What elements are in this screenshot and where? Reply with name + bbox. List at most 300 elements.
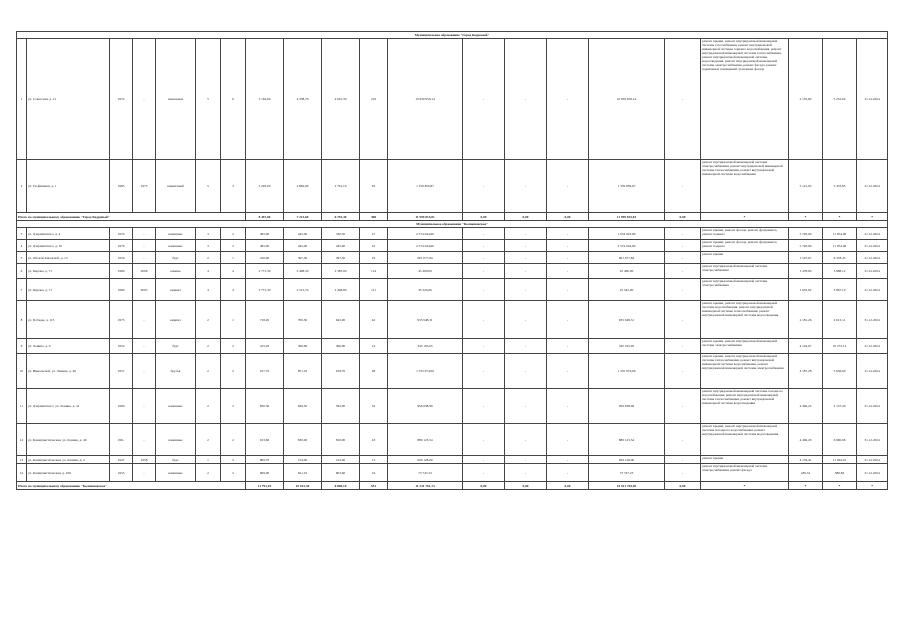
row-cost-total: 10 639 956,14: [388, 39, 463, 160]
row-works: ремонт крыши, ремонт внутридомовой инженерной системы газоснабжения, ремонт внутридомовой инженерной системы горячего водоснабжения, ремонт внутридомовой инженерной системы теплоснабжения, ремонт внутридомовой инженерной системы водоотведения, ремонт внутридомовой инженерной системы электроснабжения, ремонт фасада, ремонт подвальных помещений, утепление фасада: [701, 39, 789, 160]
row-number: 10: [17, 354, 27, 389]
row-works: ремонт внутридомовой инженерной системы электроснабжения: [701, 279, 789, 301]
row-cost-total: 956 938,99: [388, 389, 463, 424]
row-floors: 4: [196, 264, 221, 279]
table-row: [17, 354, 888, 389]
row-year: 196..: [110, 424, 133, 456]
row-works: ремонт крыши, ремонт фасада, ремонт фундамента, ремонт подвала: [701, 240, 789, 252]
row-area-total: 495,00: [246, 228, 284, 240]
row-residents: 32: [360, 389, 388, 424]
row-cost-other: -: [665, 339, 701, 354]
row-cost-local: -: [547, 464, 589, 482]
row-cost-local: -: [547, 389, 589, 424]
row-number: 5: [17, 252, 27, 264]
row-cost-federal: -: [463, 240, 505, 252]
row-entrances: 4: [221, 279, 246, 301]
row-area-residential: 399,60: [284, 339, 322, 354]
row-area-owned: 645,00: [322, 301, 360, 339]
row-cost-total: 929 128,00: [388, 456, 463, 464]
row-residents: 27: [360, 228, 388, 240]
total-c3: 0,00: [547, 482, 589, 490]
row-number: 11: [17, 389, 27, 424]
row-address: ул. Геофизиков, д. 1: [27, 160, 110, 213]
row-area-residential: 2 882,90: [284, 160, 322, 213]
row-area-owned: 366,00: [322, 339, 360, 354]
row-wall-material: каменные: [156, 240, 196, 252]
row-unit-cost: 1 478,00: [789, 264, 823, 279]
row-cost-other: -: [665, 354, 701, 389]
row-unit-cost: 2 181,26: [789, 301, 823, 339]
row-deadline: 31.12.2024: [857, 301, 888, 339]
row-cost-owners: 1 359 859,67: [589, 160, 665, 213]
row-area-total: 495,00: [246, 240, 284, 252]
row-floors: 4: [196, 279, 221, 301]
row-entrances: 2: [221, 389, 246, 424]
row-area-total: 913,60: [246, 424, 284, 456]
row-wall-material: брусья: [156, 354, 196, 389]
row-deadline: 31.12.2024: [857, 389, 888, 424]
row-area-total: 5 164,00: [246, 39, 284, 160]
row-cost-local: -: [547, 456, 589, 464]
row-year: 1957: [110, 354, 133, 389]
row-works: ремонт внутридомовой инженерной системы холодного водоснабжения, ремонт внутридомовой инженерной системы теплоснабжения, ремонт внутридомовой инженерной системы водоотведения: [701, 389, 789, 424]
row-residents: 111: [360, 279, 388, 301]
row-residents: 114: [360, 264, 388, 279]
row-floors: 5: [196, 160, 221, 213]
section-title: Муниципальное образование "Колпашевское": [17, 221, 888, 228]
row-unit-cost-limit: 5 252,04: [823, 39, 857, 160]
row-entrances: 2: [221, 339, 246, 354]
row-address: ул. Советская, д. 11: [27, 39, 110, 160]
row-unit-cost-limit: 5 636,00: [823, 354, 857, 389]
row-cost-regional: -: [505, 252, 547, 264]
total-s-res: 7 221,60: [284, 213, 322, 221]
total-people: 308: [360, 213, 388, 221]
total-c1: 0,00: [463, 482, 505, 490]
row-number: 4: [17, 240, 27, 252]
row-cost-other: -: [665, 279, 701, 301]
row-cost-other: -: [665, 240, 701, 252]
row-number: 6: [17, 264, 27, 279]
row-floors: 3: [196, 240, 221, 252]
total-p1: *: [701, 482, 789, 490]
row-area-residential: 826,50: [284, 389, 322, 424]
row-residents: 92: [360, 160, 388, 213]
row-cost-regional: -: [505, 279, 547, 301]
row-area-owned: 397,30: [322, 252, 360, 264]
row-year: 1974: [110, 39, 133, 160]
row-residents: 48: [360, 354, 388, 389]
row-area-owned: 810,90: [322, 424, 360, 456]
row-cost-local: -: [547, 264, 589, 279]
row-area-owned: 603,60: [322, 464, 360, 482]
row-year: 1947: [110, 456, 133, 464]
row-area-total: 609,00: [246, 464, 284, 482]
row-cost-total: 1 359 859,67: [388, 160, 463, 213]
row-address: ул. Кирова, д. 71: [27, 279, 110, 301]
row-works: ремонт внутридомовой инженерной системы электроснабжения: [701, 264, 789, 279]
total-s-own: 6 792,40: [322, 213, 360, 221]
row-address: ул. Дзержинского, ул. Ленина, д. 41: [27, 389, 110, 424]
row-cost-federal: -: [463, 252, 505, 264]
row-area-owned: 445,00: [322, 240, 360, 252]
row-entrances: 2: [221, 424, 246, 456]
row-works: ремонт крыши, ремонт внутридомовой инженерной системы электроснабжения: [701, 339, 789, 354]
total-p3: *: [823, 482, 857, 490]
row-number: 3: [17, 228, 27, 240]
row-area-owned: 618,70: [322, 354, 360, 389]
row-works: ремонт крыши, ремонт фасада, ремонт фундамента, ремонт подвала: [701, 228, 789, 240]
row-area-owned: 320,50: [322, 228, 360, 240]
row-year: 1975: [110, 301, 133, 339]
row-cost-federal: -: [463, 339, 505, 354]
row-area-residential: 2 515,74: [284, 279, 322, 301]
row-cost-owners: 45 545,00: [589, 279, 665, 301]
row-floors: 2: [196, 424, 221, 456]
row-cost-total: 889 123,54: [388, 424, 463, 456]
row-number: 9: [17, 339, 27, 354]
row-cost-other: -: [665, 252, 701, 264]
row-deadline: 31.12.2024: [857, 264, 888, 279]
row-residents: 43: [360, 424, 388, 456]
row-floors: 2: [196, 354, 221, 389]
row-cost-regional: -: [505, 160, 547, 213]
total-c5: 0,00: [665, 482, 701, 490]
row-works: ремонт крыши: [701, 252, 789, 264]
row-year: 1954: [110, 339, 133, 354]
row-cost-local: -: [547, 160, 589, 213]
section-total-row: [17, 482, 888, 490]
row-entrances: 6: [221, 39, 246, 160]
row-area-owned: 2 385,90: [322, 264, 360, 279]
row-wall-material: каменные: [156, 228, 196, 240]
row-area-total: 917,70: [246, 354, 284, 389]
row-cost-regional: -: [505, 339, 547, 354]
row-renovation-year: -: [133, 354, 156, 389]
row-unit-cost: 5 121,93: [789, 160, 823, 213]
section-header-row: [17, 32, 888, 39]
table-row: [17, 39, 888, 160]
row-renovation-year: -: [133, 464, 156, 482]
row-cost-federal: -: [463, 264, 505, 279]
row-year: 1960: [110, 389, 133, 424]
row-works: ремонт крыши, ремонт внутридомовой инженерной системы холодного водоснабжения, ремонт внутридомовой инженерной системы водоотведения: [701, 424, 789, 456]
row-address: ул. Дзержинского, д. 4: [27, 228, 110, 240]
row-number: 8: [17, 301, 27, 339]
row-cost-other: -: [665, 228, 701, 240]
row-renovation-year: -: [133, 228, 156, 240]
total-cost-total: 11 999 815,81: [388, 213, 463, 221]
row-cost-total: 935 948,31: [388, 301, 463, 339]
row-unit-cost-limit: 11 054,00: [823, 240, 857, 252]
row-deadline: 31.12.2024: [857, 424, 888, 456]
row-renovation-year: 1958: [133, 456, 156, 464]
total-s-own: 8 800,10: [322, 482, 360, 490]
row-unit-cost: 1 107,67: [789, 252, 823, 264]
row-cost-federal: -: [463, 424, 505, 456]
row-cost-other: -: [665, 39, 701, 160]
row-cost-owners: 73 747,23: [589, 464, 665, 482]
row-unit-cost-limit: 5 476,85: [823, 160, 857, 213]
row-unit-cost: 186,32: [789, 464, 823, 482]
total-p1: *: [701, 213, 789, 221]
row-area-total: 809,70: [246, 456, 284, 464]
row-address: ул. Кирова, д. 71: [27, 264, 110, 279]
total-p3: *: [823, 213, 857, 221]
row-unit-cost-limit: 6 378,43: [823, 252, 857, 264]
row-floors: 2: [196, 301, 221, 339]
row-entrances: 2: [221, 240, 246, 252]
row-area-residential: 2 498,50: [284, 264, 322, 279]
row-wall-material: кирпич: [156, 301, 196, 339]
total-p2: *: [789, 213, 823, 221]
row-area-total: 2 771,30: [246, 264, 284, 279]
row-cost-regional: -: [505, 39, 547, 160]
row-cost-regional: -: [505, 228, 547, 240]
row-cost-total: 45 545,00: [388, 279, 463, 301]
table-row: [17, 264, 888, 279]
row-cost-federal: -: [463, 464, 505, 482]
row-cost-federal: -: [463, 389, 505, 424]
row-cost-other: -: [665, 264, 701, 279]
row-address: ул. Никольской, ул. Ленина, д. 46: [27, 354, 110, 389]
section-header-row: [17, 221, 888, 228]
total-c1: 0,00: [463, 213, 505, 221]
row-unit-cost: 2 155,84: [789, 39, 823, 160]
row-cost-total: 45 400,00: [388, 264, 463, 279]
row-address: ул. Обской Заводской, д. 13: [27, 252, 110, 264]
row-floors: 5: [196, 39, 221, 160]
total-p2: *: [789, 482, 823, 490]
row-works: ремонт крыши, ремонт внутридомовой инженерной системы теплоснабжения, ремонт внутридомовой инженерной системы водоснабжения, ремонт внутридомовой инженерной системы электроснабжения: [701, 354, 789, 389]
row-cost-local: -: [547, 279, 589, 301]
row-unit-cost: 5 720,00: [789, 228, 823, 240]
table-row: [17, 301, 888, 339]
row-floors: 2: [196, 464, 221, 482]
row-cost-owners: 929 128,00: [589, 456, 665, 464]
row-unit-cost-limit: 6 990,96: [823, 424, 857, 456]
row-renovation-year: 2005: [133, 279, 156, 301]
row-residents: 216: [360, 39, 388, 160]
row-cost-regional: -: [505, 354, 547, 389]
row-cost-owners: 1 054 043,80: [589, 228, 665, 240]
row-cost-federal: -: [463, 301, 505, 339]
row-number: 14: [17, 464, 27, 482]
row-unit-cost: 5 720,00: [789, 240, 823, 252]
row-cost-federal: -: [463, 39, 505, 160]
row-area-residential: 621,10: [284, 464, 322, 482]
row-floors: 3: [196, 228, 221, 240]
row-residents: 22: [360, 240, 388, 252]
row-address: ул. Коммунистическая, д. 109: [27, 464, 110, 482]
row-deadline: 31.12.2024: [857, 228, 888, 240]
row-number: 1: [17, 39, 27, 160]
row-unit-cost-limit: 3 867,19: [823, 279, 857, 301]
row-cost-other: -: [665, 160, 701, 213]
row-works: ремонт крыши, ремонт внутридомовой инженерной системы водоснабжения, ремонт внутридомовой инженерной системы теплоснабжения, ремонт внутридомовой инженерной системы водоотведения: [701, 301, 789, 339]
row-cost-federal: -: [463, 354, 505, 389]
row-deadline: 31.12.2024: [857, 339, 888, 354]
row-address: ул. Дзержинского, д. 10: [27, 240, 110, 252]
row-works: ремонт внутридомовой инженерной системы электроснабжения, ремонт внутридомовой инженерной системы теплоснабжения, ремонт внутридомовой инженерной системы водоснабжения: [701, 160, 789, 213]
row-year: 1969: [110, 264, 133, 279]
row-entrances: 2: [221, 456, 246, 464]
row-area-residential: 445,00: [284, 240, 322, 252]
row-address: ул. Коммунистическая, ул. Ленина, д. 4: [27, 456, 110, 464]
row-address: ул. Коммунистическая, ул. Ленина, д. 46: [27, 424, 110, 456]
row-cost-total: 73 747,23: [388, 464, 463, 482]
row-address: ул. Ленина, д. 9: [27, 339, 110, 354]
total-label: Итого по муниципальному образованию "Город Кедровый": [17, 213, 246, 221]
row-year: 1956: [110, 252, 133, 264]
row-residents: 14: [360, 339, 388, 354]
row-entrances: 1: [221, 252, 246, 264]
row-number: 2: [17, 160, 27, 213]
row-cost-regional: -: [505, 464, 547, 482]
row-unit-cost-limit: 11 054,00: [823, 228, 857, 240]
row-cost-regional: -: [505, 264, 547, 279]
row-cost-local: -: [547, 252, 589, 264]
row-unit-cost: 4 466,29: [789, 424, 823, 456]
row-cost-owners: 45 400,00: [589, 264, 665, 279]
row-residents: 19: [360, 252, 388, 264]
row-area-residential: 830,00: [284, 424, 322, 456]
total-label: Итого по муниципальному образованию "Колпашевское": [17, 482, 246, 490]
row-cost-federal: -: [463, 279, 505, 301]
row-residents: 13: [360, 456, 388, 464]
row-cost-regional: -: [505, 456, 547, 464]
row-cost-owners: 2 574 044,60: [589, 240, 665, 252]
row-renovation-year: 2006: [133, 264, 156, 279]
row-cost-local: -: [547, 354, 589, 389]
row-number: 12: [17, 424, 27, 456]
row-cost-total: 601 077,84: [388, 252, 463, 264]
row-cost-local: -: [547, 228, 589, 240]
row-floors: 1: [196, 456, 221, 464]
row-entrances: 2: [221, 464, 246, 482]
row-area-owned: 2 448,80: [322, 279, 360, 301]
row-area-total: 850,30: [246, 389, 284, 424]
row-unit-cost-limit: 586,82: [823, 464, 857, 482]
row-wall-material: брус: [156, 456, 196, 464]
row-year: 1979: [110, 240, 133, 252]
row-unit-cost: 1 635,62: [789, 279, 823, 301]
total-s-res: 10 612,30: [284, 482, 322, 490]
total-term: *: [857, 482, 888, 490]
row-cost-federal: -: [463, 456, 505, 464]
row-unit-cost: 4 400,22: [789, 389, 823, 424]
row-wall-material: панельные: [156, 39, 196, 160]
row-cost-other: -: [665, 389, 701, 424]
row-year: 1969: [110, 279, 133, 301]
row-works: ремонт крыши: [701, 456, 789, 464]
row-cost-total: 1 355 974,06: [388, 354, 463, 389]
row-unit-cost-limit: 3 988,12: [823, 264, 857, 279]
row-area-total: 718,20: [246, 301, 284, 339]
row-deadline: 31.12.2024: [857, 252, 888, 264]
row-cost-local: -: [547, 39, 589, 160]
row-address: ул. Победы, д. 115: [27, 301, 110, 339]
row-entrances: 1: [221, 301, 246, 339]
row-wall-material: брус: [156, 252, 196, 264]
total-cost-total: 11 231 761,13: [388, 482, 463, 490]
row-works: ремонт внутридомовой инженерной системы электроснабжения, ремонт фасада: [701, 464, 789, 482]
section-total-row: [17, 213, 888, 221]
row-floors: 2: [196, 252, 221, 264]
row-renovation-year: -: [133, 252, 156, 264]
row-renovation-year: -: [133, 240, 156, 252]
row-floors: 2: [196, 339, 221, 354]
capital-repair-table: [16, 31, 888, 490]
row-floors: 2: [196, 389, 221, 424]
row-unit-cost: 4 194,07: [789, 339, 823, 354]
row-cost-regional: -: [505, 240, 547, 252]
row-year: 1985: [110, 160, 133, 213]
row-year: 1979: [110, 228, 133, 240]
row-deadline: 31.12.2024: [857, 464, 888, 482]
table-row: [17, 464, 888, 482]
row-residents: 42: [360, 301, 388, 339]
row-cost-owners: 935 948,31: [589, 301, 665, 339]
row-cost-local: -: [547, 424, 589, 456]
row-area-owned: 2 791,10: [322, 160, 360, 213]
section-title: Муниципальное образование "Город Кедровый": [17, 32, 888, 39]
total-c4: 11 999 815,81: [589, 213, 665, 221]
row-area-residential: 851,10: [284, 354, 322, 389]
row-cost-regional: -: [505, 389, 547, 424]
row-deadline: 31.12.2024: [857, 456, 888, 464]
table-row: [17, 252, 888, 264]
row-unit-cost-limit: 2 137,20: [823, 389, 857, 424]
total-s-total: 8 457,00: [246, 213, 284, 221]
table-row: [17, 339, 888, 354]
row-area-total: 2 771,30: [246, 279, 284, 301]
row-wall-material: каменные: [156, 389, 196, 424]
row-entrances: 3: [221, 160, 246, 213]
row-unit-cost-limit: 10 273,12: [823, 339, 857, 354]
row-cost-other: -: [665, 456, 701, 464]
row-cost-owners: 956 938,99: [589, 389, 665, 424]
table-row: [17, 160, 888, 213]
row-area-total: 3 293,00: [246, 160, 284, 213]
row-number: 13: [17, 456, 27, 464]
row-cost-owners: 345 193,05: [589, 339, 665, 354]
row-cost-federal: -: [463, 160, 505, 213]
row-renovation-year: -: [133, 39, 156, 160]
row-renovation-year: -: [133, 389, 156, 424]
row-renovation-year: 1975: [133, 160, 156, 213]
total-c2: 0,00: [505, 482, 547, 490]
row-renovation-year: -: [133, 424, 156, 456]
row-unit-cost: 4 187,28: [789, 354, 823, 389]
row-renovation-year: -: [133, 339, 156, 354]
row-cost-regional: -: [505, 424, 547, 456]
document-sheet: [16, 31, 887, 490]
row-area-owned: 592,00: [322, 389, 360, 424]
row-area-residential: 445,00: [284, 228, 322, 240]
table-row: [17, 424, 888, 456]
table-row: [17, 279, 888, 301]
row-cost-local: -: [547, 301, 589, 339]
row-unit-cost: 4 176,41: [789, 456, 823, 464]
row-entrances: 4: [221, 264, 246, 279]
row-deadline: 31.12.2024: [857, 240, 888, 252]
total-c5: 0,00: [665, 213, 701, 221]
total-c2: 0,00: [505, 213, 547, 221]
row-unit-cost-limit: 4 613,11: [823, 301, 857, 339]
row-area-owned: 4 001,30: [322, 39, 360, 160]
row-cost-total: 2 574 044,60: [388, 240, 463, 252]
